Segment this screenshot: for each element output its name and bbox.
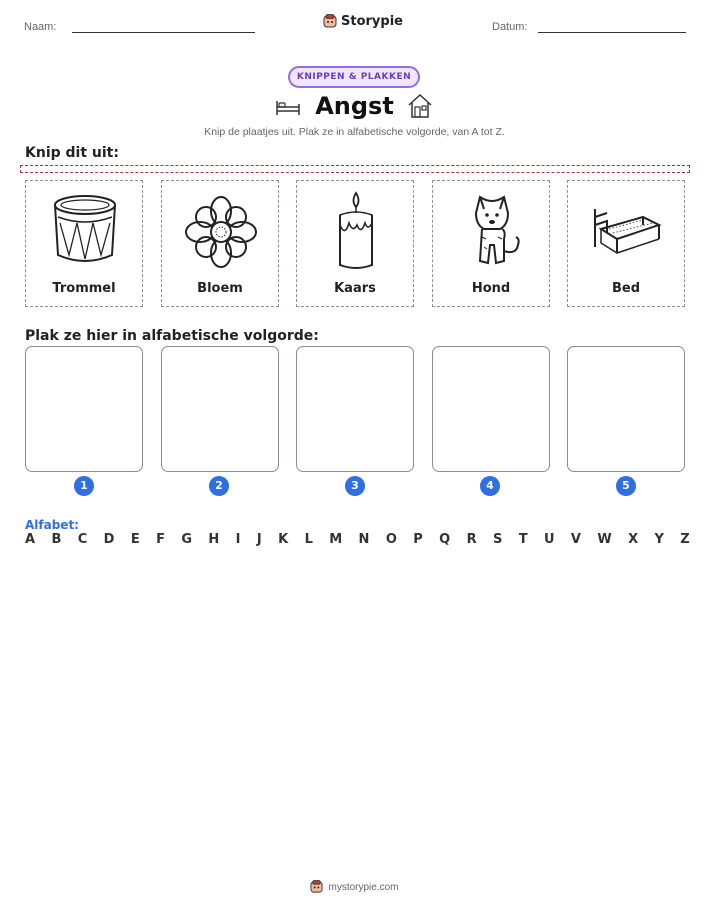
alphabet-letter: X bbox=[628, 532, 639, 547]
cut-card-bed[interactable] bbox=[567, 180, 685, 307]
alphabet-letter: G bbox=[181, 532, 193, 547]
cut-card-hond[interactable] bbox=[432, 180, 550, 307]
card-label: Hond bbox=[471, 281, 511, 296]
alphabet-letter: T bbox=[518, 532, 528, 547]
paste-slot-5[interactable] bbox=[567, 346, 685, 472]
alphabet-title: Alfabet: bbox=[25, 518, 79, 532]
alphabet-letter: S bbox=[492, 532, 503, 547]
footer-url: mystorypie.com bbox=[328, 881, 399, 893]
bed-icon bbox=[587, 189, 667, 271]
cut-line bbox=[20, 165, 690, 173]
candle-icon bbox=[316, 189, 396, 271]
instructions: Knip de plaatjes uit. Plak ze in alfabetische volgorde, van A tot Z. bbox=[204, 126, 505, 138]
alphabet-letter: O bbox=[385, 532, 397, 547]
alphabet-letter: B bbox=[51, 532, 62, 547]
alphabet-letter: I bbox=[235, 532, 241, 547]
alphabet-letter: F bbox=[156, 532, 165, 547]
footer bbox=[0, 880, 709, 894]
name-label: Naam: bbox=[24, 21, 57, 33]
alphabet-letter: P bbox=[413, 532, 423, 547]
date-field-line[interactable] bbox=[538, 32, 686, 33]
date-label: Datum: bbox=[492, 21, 528, 33]
alphabet-letter: N bbox=[358, 532, 370, 547]
alphabet-letter: C bbox=[77, 532, 88, 547]
house-icon bbox=[406, 92, 434, 120]
activity-badge: KNIPPEN & PLAKKEN bbox=[288, 66, 420, 88]
alphabet-letter: L bbox=[304, 532, 313, 547]
alphabet-letter: H bbox=[208, 532, 220, 547]
brand-name: Storypie bbox=[341, 14, 403, 29]
alphabet-letter: R bbox=[466, 532, 477, 547]
card-label: Bloem bbox=[197, 281, 243, 296]
alphabet-letter: Z bbox=[680, 532, 690, 547]
slot-number-4: 4 bbox=[480, 476, 500, 496]
alphabet-letter: W bbox=[597, 532, 612, 547]
brand-logo bbox=[323, 14, 403, 29]
alphabet-letter: D bbox=[103, 532, 115, 547]
alphabet-letter: Q bbox=[439, 532, 451, 547]
card-label: Bed bbox=[611, 281, 641, 296]
alphabet-letter: U bbox=[543, 532, 555, 547]
flower-icon bbox=[181, 189, 261, 271]
slot-number-1: 1 bbox=[74, 476, 94, 496]
cut-card-bloem[interactable] bbox=[161, 180, 279, 307]
paste-slot-2[interactable] bbox=[161, 346, 279, 472]
cut-card-trommel[interactable] bbox=[25, 180, 143, 307]
storypie-mascot-icon bbox=[323, 14, 337, 29]
dog-icon bbox=[452, 189, 532, 271]
card-label: Kaars bbox=[334, 281, 376, 296]
paste-section-title: Plak ze hier in alfabetische volgorde: bbox=[25, 328, 319, 344]
alphabet-letter: A bbox=[25, 532, 36, 547]
alphabet-letter: Y bbox=[654, 532, 664, 547]
storypie-mascot-icon bbox=[310, 880, 323, 894]
alphabet-letter: M bbox=[329, 532, 343, 547]
alphabet-letter: V bbox=[570, 532, 581, 547]
alphabet-letter: J bbox=[256, 532, 262, 547]
page-title: Angst bbox=[315, 92, 394, 120]
card-label: Trommel bbox=[52, 281, 116, 296]
cut-section-title: Knip dit uit: bbox=[25, 145, 119, 161]
slot-number-2: 2 bbox=[209, 476, 229, 496]
slot-number-5: 5 bbox=[616, 476, 636, 496]
paste-slot-4[interactable] bbox=[432, 346, 550, 472]
cut-card-kaars[interactable] bbox=[296, 180, 414, 307]
paste-slot-3[interactable] bbox=[296, 346, 414, 472]
alphabet-letter: K bbox=[278, 532, 289, 547]
alphabet-row bbox=[25, 532, 690, 547]
name-field-line[interactable] bbox=[72, 32, 255, 33]
paste-slot-1[interactable] bbox=[25, 346, 143, 472]
alphabet-letter: E bbox=[130, 532, 140, 547]
drum-icon bbox=[45, 189, 125, 271]
slot-number-3: 3 bbox=[345, 476, 365, 496]
